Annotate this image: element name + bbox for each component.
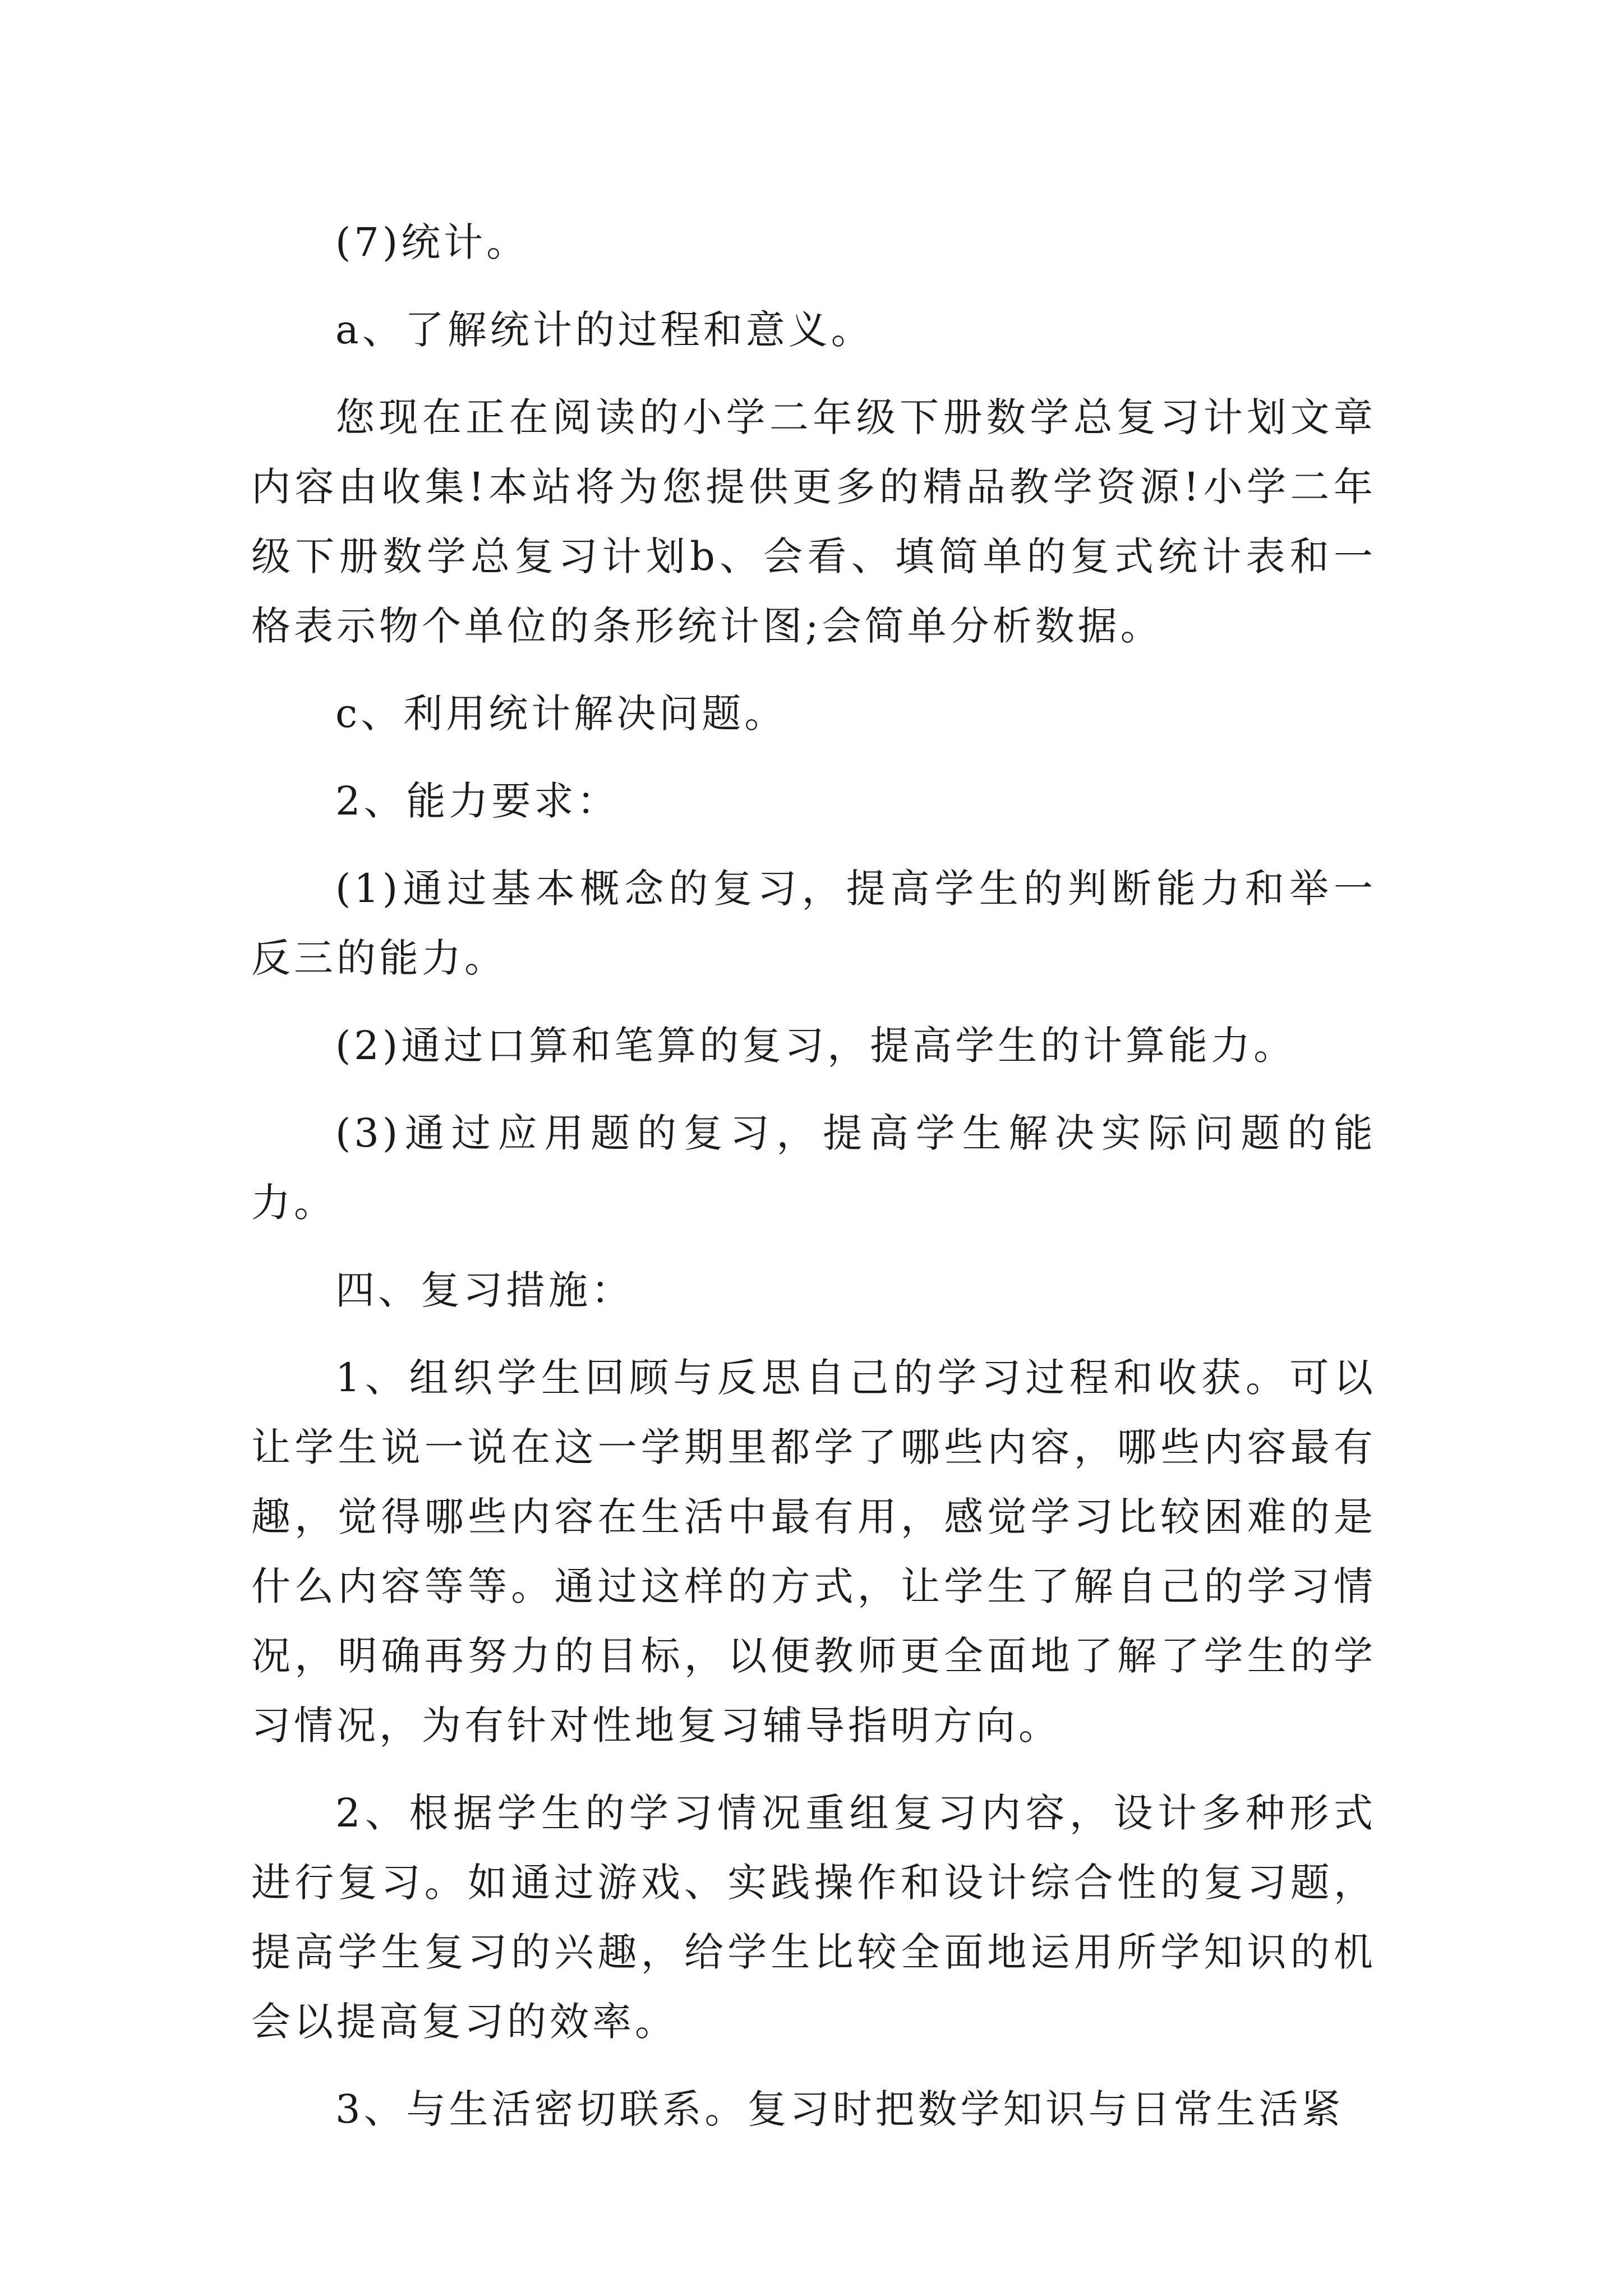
paragraph-ability-heading: 2、能力要求： [335, 778, 620, 824]
paragraph-ability-2: (2)通过口算和笔算的复习，提高学生的计算能力。 [335, 1023, 1297, 1069]
paragraph-item-c: c、利用统计解决问题。 [335, 691, 787, 737]
paragraph-statistics-heading: (7)统计。 [335, 219, 529, 265]
document-body [251, 208, 1376, 2162]
paragraph-measure-1: 1、组织学生回顾与反思自己的学习过程和收获。可以让学生说一说在这一学期里都学了哪些内容，哪些内容最有趣，觉得哪些内容在生活中最有用，感觉学习比较困难的是什么内容等等。通过这样的方式，让学生了解自己的学习情况，明确再努力的目标，以便教师更全面地了解了学生的学习情况，为有针对性地复习辅导指明方向。 [251, 1355, 1376, 1749]
paragraph-reading-note: 您现在正在阅读的小学二年级下册数学总复习计划文章内容由收集!本站将为您提供更多的精品教学资源!小学二年级下册数学总复习计划b、会看、填简单的复式统计表和一格表示物个单位的条形统计图;会简单分析数据。 [251, 394, 1376, 649]
paragraph-ability-3: (3)通过应用题的复习，提高学生解决实际问题的能力。 [251, 1110, 1376, 1226]
paragraph-measure-2: 2、根据学生的学习情况重组复习内容，设计多种形式进行复习。如通过游戏、实践操作和设计综合性的复习题，提高学生复习的兴趣，给学生比较全面地运用所学知识的机会以提高复习的效率。 [251, 1790, 1376, 2045]
paragraph-measure-3: 3、与生活密切联系。复习时把数学知识与日常生活紧 [335, 2086, 1344, 2132]
paragraph-item-a: a、了解统计的过程和意义。 [335, 307, 874, 353]
paragraph-measures-heading: 四、复习措施： [335, 1267, 634, 1313]
paragraph-ability-1: (1)通过基本概念的复习，提高学生的判断能力和举一反三的能力。 [251, 866, 1376, 981]
